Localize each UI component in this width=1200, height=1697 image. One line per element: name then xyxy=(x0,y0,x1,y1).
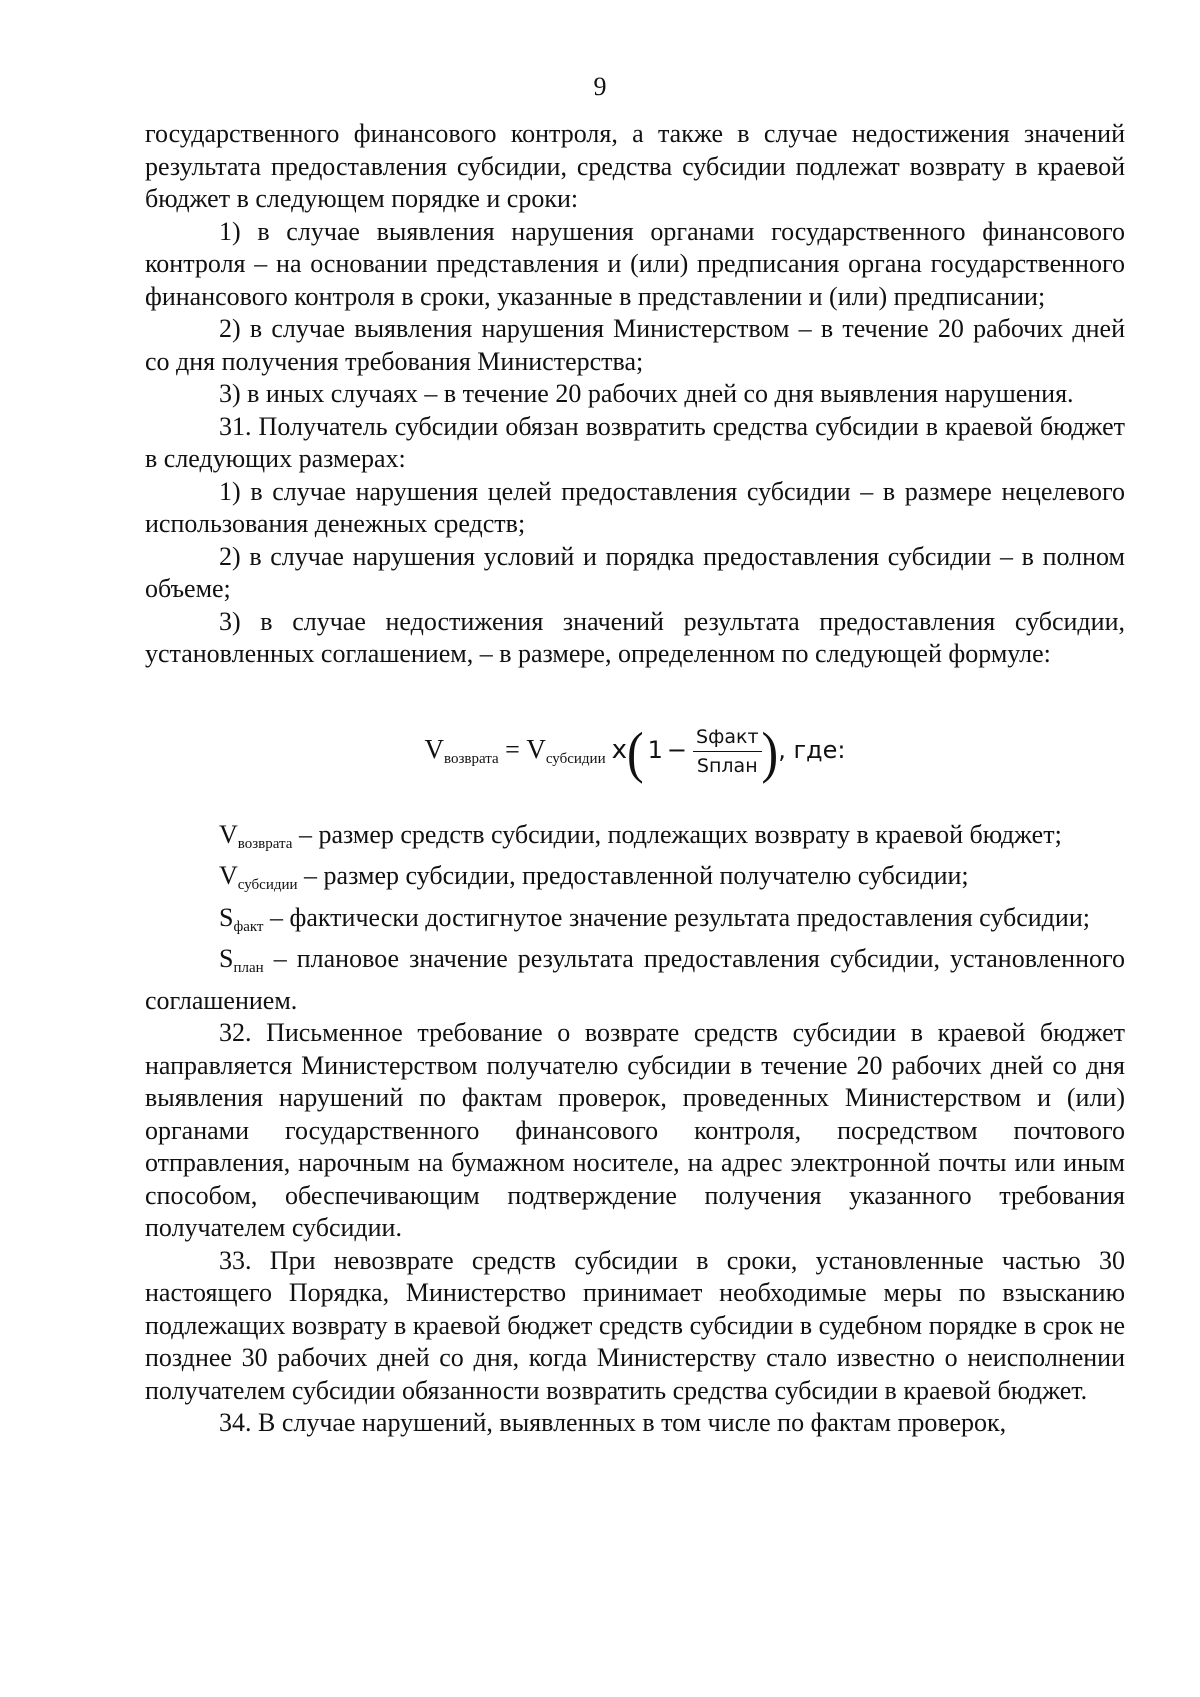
page-number: 9 xyxy=(593,72,607,101)
formula-times: x xyxy=(611,734,627,765)
formula-tail: , где: xyxy=(778,735,846,764)
fraction-denominator: Sплан xyxy=(696,755,758,778)
definition-subscript: возврата xyxy=(237,835,293,852)
formula-close-paren: ) xyxy=(761,719,779,784)
refund-formula xyxy=(145,717,1125,784)
definition-symbol: V xyxy=(219,819,238,849)
definition-symbol: S xyxy=(219,944,234,973)
paragraph: 34. В случае нарушений, выявленных в том числе по фактам проверок, xyxy=(219,1408,1007,1437)
definition-text: – размер средств субсидии, подлежащих возврату в краевой бюджет; xyxy=(292,819,1062,849)
paragraph: 32. Письменное требование о возврате средств субсидии в краевой бюджет направляется Министерством получателю субсидии в течение 20 рабочих дней со дня выявления нарушений по фактам проверок, проведенных Министерством и (или) органами государственного финансового контроля, посредством почтового отправления, нарочным на бумажном носителе, на адрес электронной почты или иным способом, обеспечивающим подтверждение получения указанного требования получателем субсидии. xyxy=(145,1018,1125,1242)
formula-symbol: V xyxy=(424,733,444,764)
paragraph: 2) в случае нарушения условий и порядка предоставления субсидии – в полном объеме; xyxy=(145,541,1125,603)
definition-text: – плановое значение результата предоставления субсидии, установленного соглашением. xyxy=(145,944,1125,1015)
formula-equals: = xyxy=(505,734,520,764)
paragraph: 1) в случае нарушения целей предоставления субсидии – в размере нецелевого использования денежных средств; xyxy=(145,476,1125,538)
paragraph: государственного финансового контроля, а также в случае недостижения значений результата предоставления субсидии, средства субсидии подлежат возврату в краевой бюджет в следующем порядке и сроки: xyxy=(145,119,1125,213)
definition-v-subsidii xyxy=(145,860,1125,902)
definition-v-vozvrata xyxy=(145,819,1125,861)
definition-subscript: субсидии xyxy=(237,877,298,893)
paragraph: 2) в случае выявления нарушения Министерством – в течение 20 рабочих дней со дня получения требования Министерства; xyxy=(145,314,1125,376)
definition-symbol: S xyxy=(219,902,234,932)
definition-s-fakt xyxy=(145,902,1125,944)
definition-symbol: V xyxy=(219,861,238,890)
definition-text: – фактически достигнутое значение результата предоставления субсидии; xyxy=(263,902,1090,932)
paragraph: 3) в иных случаях – в течение 20 рабочих дней со дня выявления нарушения. xyxy=(219,379,1074,408)
paragraph: 33. При невозврате средств субсидии в сроки, установленные частью 30 настоящего Порядка, Министерство принимает необходимые меры по взысканию подлежащих возврату в краевой бюджет средств субсидии в судебном порядке в срок не позднее 30 рабочих дней со дня, когда Министерству стало известно о неисполнении получателем субсидии обязанности возвратить средства субсидии в краевой бюджет. xyxy=(145,1245,1125,1405)
definition-subscript: факт xyxy=(233,918,264,935)
definition-text: – размер субсидии, предоставленной получателю субсидии; xyxy=(297,861,969,890)
formula-open-paren: ( xyxy=(626,719,644,784)
paragraph: 1) в случае выявления нарушения органами государственного финансового контроля – на основании представления и (или) предписания органа государственного финансового контроля в сроки, указанные в представлении и (или) предписании; xyxy=(145,216,1125,311)
paragraph: 31. Получатель субсидии обязан возвратить средства субсидии в краевой бюджет в следующих размерах: xyxy=(145,411,1125,473)
definition-s-plan xyxy=(145,943,1125,1017)
document-body xyxy=(145,118,1125,1440)
fraction-numerator: Sфакт xyxy=(693,725,762,752)
formula-minus: − xyxy=(666,735,688,764)
definition-subscript: план xyxy=(233,960,264,976)
formula-symbol: V xyxy=(526,733,546,764)
formula-subscript: возврата xyxy=(444,750,499,767)
formula-subscript: субсидии xyxy=(545,750,606,767)
paragraph: 3) в случае недостижения значений результата предоставления субсидии, установленных соглашением, – в размере, определенном по следующей формуле: xyxy=(145,606,1125,668)
formula-fraction xyxy=(693,725,762,778)
formula-one: 1 xyxy=(647,735,663,764)
